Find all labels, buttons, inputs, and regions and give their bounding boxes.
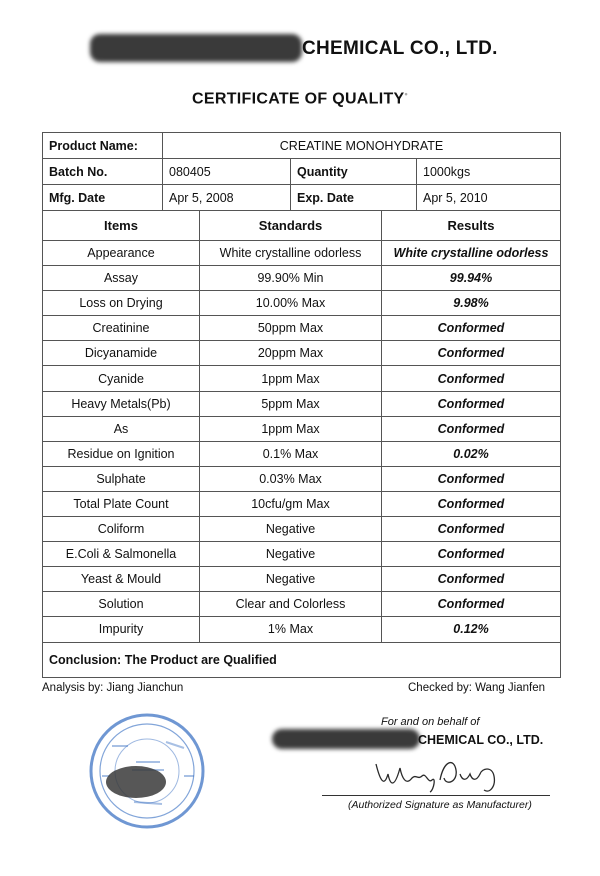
table-row	[43, 266, 561, 291]
table-row	[43, 466, 561, 491]
row-item: Coliform	[43, 517, 200, 542]
items-column-header: Items	[43, 211, 200, 241]
mfg-date-value: Apr 5, 2008	[163, 185, 291, 211]
official-stamp	[88, 712, 206, 830]
row-standard: 20ppm Max	[200, 341, 382, 366]
analysis-by: Analysis by: Jiang Jianchun	[42, 682, 184, 694]
row-standard: Negative	[200, 567, 382, 592]
product-name-value: CREATINE MONOHYDRATE	[163, 133, 561, 159]
row-result: Conformed	[382, 391, 561, 416]
table-row	[43, 441, 561, 466]
redacted-company-name	[90, 34, 302, 62]
behalf-text: For and on behalf of	[381, 716, 480, 728]
row-item: Dicyanamide	[43, 341, 200, 366]
signature-caption: (Authorized Signature as Manufacturer)	[348, 799, 532, 811]
table-row	[43, 416, 561, 441]
table-row	[43, 391, 561, 416]
row-result: 9.98%	[382, 291, 561, 316]
row-item: Total Plate Count	[43, 491, 200, 516]
row-standard: Negative	[200, 542, 382, 567]
row-item: Assay	[43, 266, 200, 291]
row-result: Conformed	[382, 416, 561, 441]
row-standard: 1ppm Max	[200, 366, 382, 391]
product-info-table	[42, 132, 561, 211]
certificate-title	[0, 89, 600, 108]
row-item: Heavy Metals(Pb)	[43, 391, 200, 416]
product-name-label: Product Name:	[43, 133, 163, 159]
row-result: Conformed	[382, 466, 561, 491]
row-result: 0.12%	[382, 617, 561, 642]
table-row	[43, 316, 561, 341]
row-item: Residue on Ignition	[43, 441, 200, 466]
row-item: Solution	[43, 592, 200, 617]
table-header-row	[43, 211, 561, 241]
row-result: Conformed	[382, 366, 561, 391]
results-column-header: Results	[382, 211, 561, 241]
table-row	[43, 366, 561, 391]
company-name-footer: CHEMICAL CO., LTD.	[418, 733, 544, 747]
redacted-company-name-footer	[272, 729, 420, 749]
quantity-label: Quantity	[291, 159, 417, 185]
table-row	[43, 567, 561, 592]
row-result: Conformed	[382, 491, 561, 516]
row-standard: 10cfu/gm Max	[200, 491, 382, 516]
row-standard: 0.03% Max	[200, 466, 382, 491]
row-item: Yeast & Mould	[43, 567, 200, 592]
handwritten-signature	[372, 750, 512, 796]
speck-icon: •	[404, 89, 408, 99]
analysis-rows	[43, 241, 561, 643]
row-item: Loss on Drying	[43, 291, 200, 316]
row-result: 99.94%	[382, 266, 561, 291]
row-item: Impurity	[43, 617, 200, 642]
table-row	[43, 291, 561, 316]
batch-label: Batch No.	[43, 159, 163, 185]
row-standard: Negative	[200, 517, 382, 542]
checked-by: Checked by: Wang Jianfen	[408, 682, 546, 694]
certificate-title-text: CERTIFICATE OF QUALITY	[192, 90, 405, 108]
signature-line	[322, 795, 550, 796]
row-item: As	[43, 416, 200, 441]
table-row	[43, 491, 561, 516]
row-standard: 10.00% Max	[200, 291, 382, 316]
row-standard: 99.90% Min	[200, 266, 382, 291]
row-item: Cyanide	[43, 366, 200, 391]
table-row	[43, 592, 561, 617]
company-name-header: CHEMICAL CO., LTD.	[302, 38, 498, 59]
conclusion: Conclusion: The Product are Qualified	[42, 642, 561, 678]
table-row	[43, 341, 561, 366]
row-standard: Clear and Colorless	[200, 592, 382, 617]
row-item: E.Coli & Salmonella	[43, 542, 200, 567]
row-item: Creatinine	[43, 316, 200, 341]
analysis-table	[42, 210, 561, 643]
row-standard: 50ppm Max	[200, 316, 382, 341]
standards-column-header: Standards	[200, 211, 382, 241]
row-result: 0.02%	[382, 441, 561, 466]
table-row	[43, 542, 561, 567]
row-standard: 1% Max	[200, 617, 382, 642]
row-result: Conformed	[382, 567, 561, 592]
row-result: Conformed	[382, 341, 561, 366]
row-result: White crystalline odorless	[382, 241, 561, 266]
exp-date-label: Exp. Date	[291, 185, 417, 211]
table-row	[43, 241, 561, 266]
batch-value: 080405	[163, 159, 291, 185]
quantity-value: 1000kgs	[417, 159, 561, 185]
exp-date-value: Apr 5, 2010	[417, 185, 561, 211]
row-standard: 5ppm Max	[200, 391, 382, 416]
row-item: Sulphate	[43, 466, 200, 491]
row-result: Conformed	[382, 542, 561, 567]
row-standard: 0.1% Max	[200, 441, 382, 466]
row-standard: 1ppm Max	[200, 416, 382, 441]
row-result: Conformed	[382, 517, 561, 542]
mfg-date-label: Mfg. Date	[43, 185, 163, 211]
row-result: Conformed	[382, 592, 561, 617]
row-standard: White crystalline odorless	[200, 241, 382, 266]
table-row	[43, 517, 561, 542]
row-item: Appearance	[43, 241, 200, 266]
row-result: Conformed	[382, 316, 561, 341]
table-row	[43, 617, 561, 642]
